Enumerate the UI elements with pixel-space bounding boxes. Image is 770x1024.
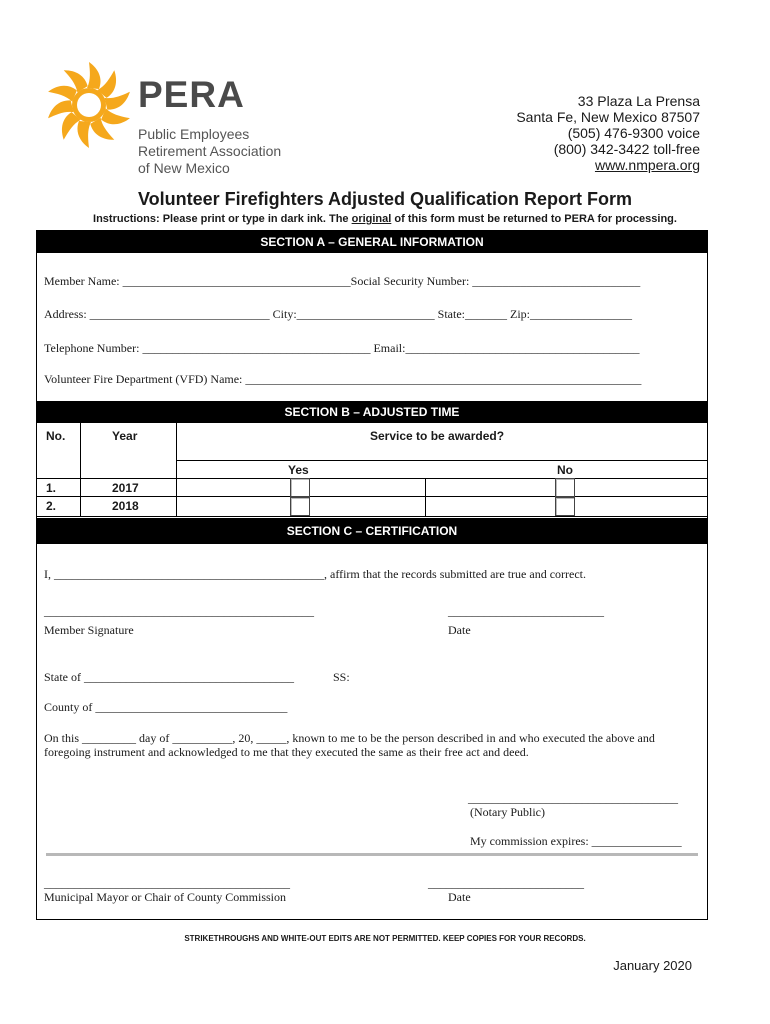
- signature-date-line[interactable]: __________________________: [448, 604, 604, 618]
- form-revision-date: January 2020: [613, 958, 692, 973]
- member-name-ssn-field[interactable]: Member Name: ______________________________________Social Security Number: ____________________________: [44, 274, 641, 288]
- section-a-header: SECTION A – GENERAL INFORMATION: [36, 231, 708, 253]
- logo-subtitle-line-2: Retirement Association: [138, 143, 282, 159]
- telephone-email-field[interactable]: Telephone Number: ______________________________________ Email:_______________________________________: [44, 341, 640, 355]
- logo-subtitle-line-1: Public Employees: [138, 126, 250, 142]
- member-signature-label: Member Signature: [44, 623, 134, 637]
- row-number: 2.: [46, 499, 57, 513]
- footer-notice: STRIKETHROUGHS AND WHITE-OUT EDITS ARE NOT PERMITTED. KEEP COPIES FOR YOUR RECORDS.: [184, 934, 586, 943]
- member-signature-line[interactable]: _____________________________________________: [44, 604, 314, 618]
- address-phone-tollfree: (800) 342-3422 toll-free: [553, 141, 700, 157]
- col-header-no: No.: [46, 429, 66, 443]
- county-of-field[interactable]: County of ________________________________: [44, 700, 288, 714]
- yes-checkbox-2017[interactable]: [290, 478, 310, 497]
- no-checkbox-2018[interactable]: [555, 497, 575, 516]
- vfd-name-field[interactable]: Volunteer Fire Department (VFD) Name: __________________________________________________________________: [44, 372, 642, 386]
- address-city-state-zip-field[interactable]: Address: ______________________________ City:_______________________ State:_______ Zip:_________________: [44, 307, 632, 321]
- mayor-date-label: Date: [448, 890, 471, 904]
- signature-date-label: Date: [448, 623, 471, 637]
- instructions-suffix: of this form must be returned to PERA for processing.: [391, 213, 677, 225]
- address-line-2: Santa Fe, New Mexico 87507: [516, 109, 700, 125]
- row-year: 2018: [112, 499, 139, 513]
- yes-checkbox-2018[interactable]: [290, 497, 310, 516]
- instructions-prefix: Instructions: Please print or type in dark ink. The: [93, 213, 352, 225]
- section-divider: [46, 853, 698, 856]
- col-header-service: Service to be awarded?: [370, 429, 505, 443]
- pera-address-block: [516, 93, 700, 173]
- logo-subtitle-line-3: of New Mexico: [138, 160, 230, 176]
- notary-signature-line[interactable]: ___________________________________: [468, 791, 678, 805]
- notary-statement-line-1[interactable]: On this _________ day of __________, 20, _____, known to me to be the person described in and who executed the above and: [44, 731, 655, 745]
- pera-logo: [44, 58, 294, 180]
- col-header-no-option: No: [557, 463, 573, 477]
- form-instructions: [0, 213, 770, 225]
- row-number: 1.: [46, 481, 57, 495]
- address-phone-voice: (505) 476-9300 voice: [567, 125, 700, 141]
- address-line-1: 33 Plaza La Prensa: [577, 93, 700, 109]
- website-link[interactable]: www.nmpera.org: [594, 157, 700, 173]
- mayor-signature-line[interactable]: _________________________________________: [44, 876, 290, 890]
- form-title: Volunteer Firefighters Adjusted Qualification Report Form: [137, 189, 633, 209]
- col-header-year: Year: [112, 429, 138, 443]
- affirmation-field[interactable]: I, _____________________________________________, affirm that the records submitted are true and correct.: [44, 567, 586, 581]
- instructions-emphasis: original: [351, 213, 392, 225]
- section-c-header: SECTION C – CERTIFICATION: [36, 518, 708, 544]
- state-of-field[interactable]: State of ___________________________________: [44, 670, 294, 684]
- section-b-header: SECTION B – ADJUSTED TIME: [36, 401, 708, 423]
- notary-public-label: (Notary Public): [470, 805, 545, 819]
- ss-label: SS:: [333, 670, 350, 684]
- no-checkbox-2017[interactable]: [555, 478, 575, 497]
- mayor-date-line[interactable]: __________________________: [428, 876, 584, 890]
- mayor-signature-label: Municipal Mayor or Chair of County Commission: [44, 890, 286, 904]
- notary-statement-line-2: foregoing instrument and acknowledged to me that they executed the same as their free act and deed.: [44, 745, 529, 759]
- sun-icon: [44, 60, 134, 150]
- logo-wordmark: PERA: [138, 74, 245, 115]
- row-year: 2017: [112, 481, 139, 495]
- commission-expires-field[interactable]: My commission expires: _______________: [470, 834, 682, 848]
- col-header-yes: Yes: [288, 463, 309, 477]
